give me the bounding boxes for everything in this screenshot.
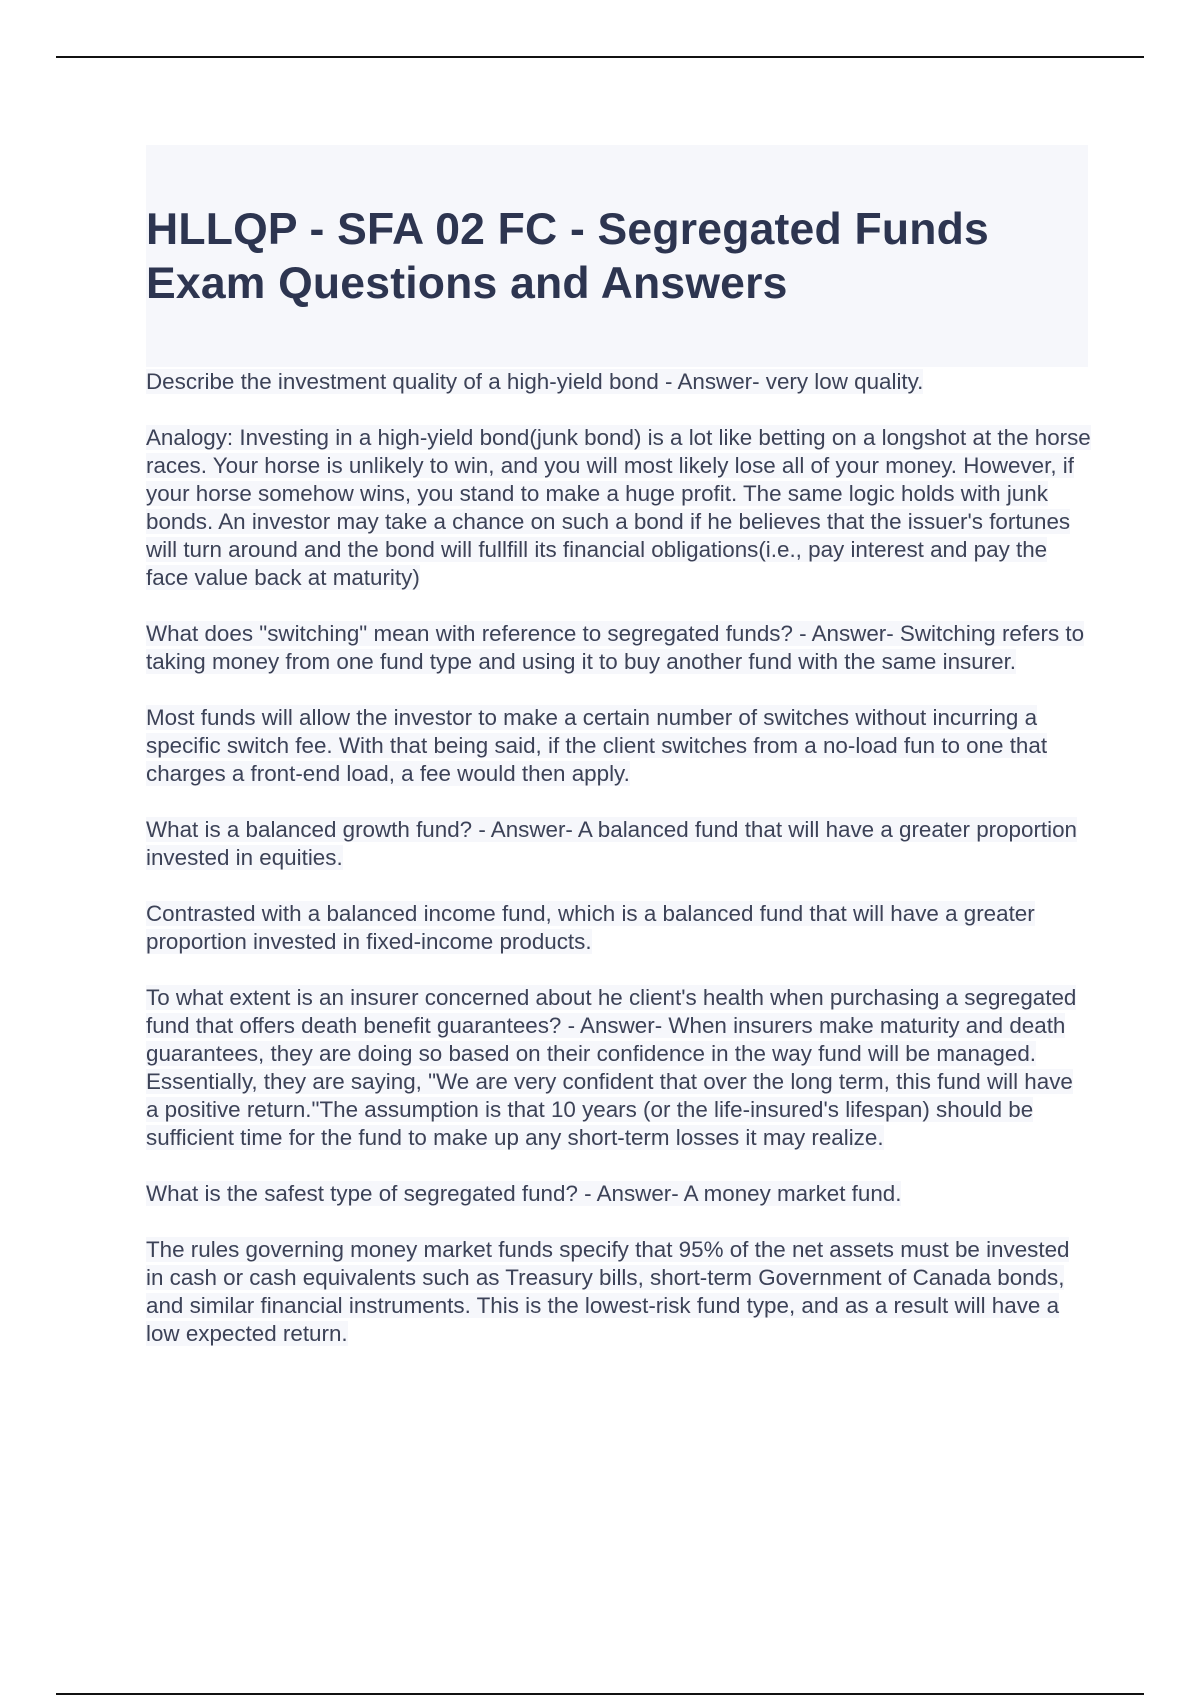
document-title: HLLQP - SFA 02 FC - Segregated Funds Exam Questions and Answers: [146, 205, 989, 308]
paragraph-text: Describe the investment quality of a high-yield bond - Answer- very low quality.: [146, 369, 924, 394]
paragraph: [146, 1236, 1091, 1348]
paragraph-text: Contrasted with a balanced income fund, which is a balanced fund that will have a greater proportion invested in fixed-income products.: [146, 901, 1035, 954]
paragraph-text: What does "switching" mean with reference to segregated funds? - Answer- Switching refers to taking money from one fund type and using it to buy another fund with the same insurer.: [146, 621, 1085, 674]
paragraph: [146, 368, 1091, 396]
paragraph-text: What is a balanced growth fund? - Answer- A balanced fund that will have a greater proportion invested in equities.: [146, 817, 1078, 870]
paragraph-text: The rules governing money market funds specify that 95% of the net assets must be invested in cash or cash equivalents such as Treasury bills, short-term Government of Canada bonds, and similar financial instruments. This is the lowest-risk fund type, and as a result will have a low expected return.: [146, 1237, 1070, 1346]
paragraph: [146, 816, 1091, 872]
paragraph-text: Most funds will allow the investor to make a certain number of switches without incurring a specific switch fee. With that being said, if the client switches from a no-load fun to one that charges a front-end load, a fee would then apply.: [146, 705, 1048, 786]
paragraph-text: To what extent is an insurer concerned about he client's health when purchasing a segregated fund that offers death benefit guarantees? - Answer- When insurers make maturity and death guarantees, they are doing so based on their confidence in the way fund will be managed. Essentially, they are saying, "We are very confident that over the long term, this fund will have a positive return."The assumption is that 10 years (or the life-insured's lifespan) should be sufficient time for the fund to make up any short-term losses it may realize.: [146, 985, 1077, 1150]
paragraph: [146, 984, 1091, 1152]
paragraph: [146, 1180, 1091, 1208]
paragraph: [146, 620, 1091, 676]
paragraph: [146, 900, 1091, 956]
header-rule: [56, 56, 1144, 58]
footer-rule: [56, 1693, 1144, 1695]
title-box: [146, 145, 1088, 367]
paragraph-text: Analogy: Investing in a high-yield bond(junk bond) is a lot like betting on a longshot at the horse races. Your horse is unlikely to win, and you will most likely lose all of your money. However, if your horse somehow wins, you stand to make a huge profit. The same logic holds with junk bonds. An investor may take a chance on such a bond if he believes that the issuer's fortunes will turn around and the bond will fullfill its financial obligations(i.e., pay interest and pay the face value back at maturity): [146, 425, 1091, 590]
paragraph-text: What is the safest type of segregated fund? - Answer- A money market fund.: [146, 1181, 902, 1206]
paragraph: [146, 704, 1091, 788]
paragraph: [146, 424, 1091, 592]
document-body: [146, 368, 1091, 1376]
